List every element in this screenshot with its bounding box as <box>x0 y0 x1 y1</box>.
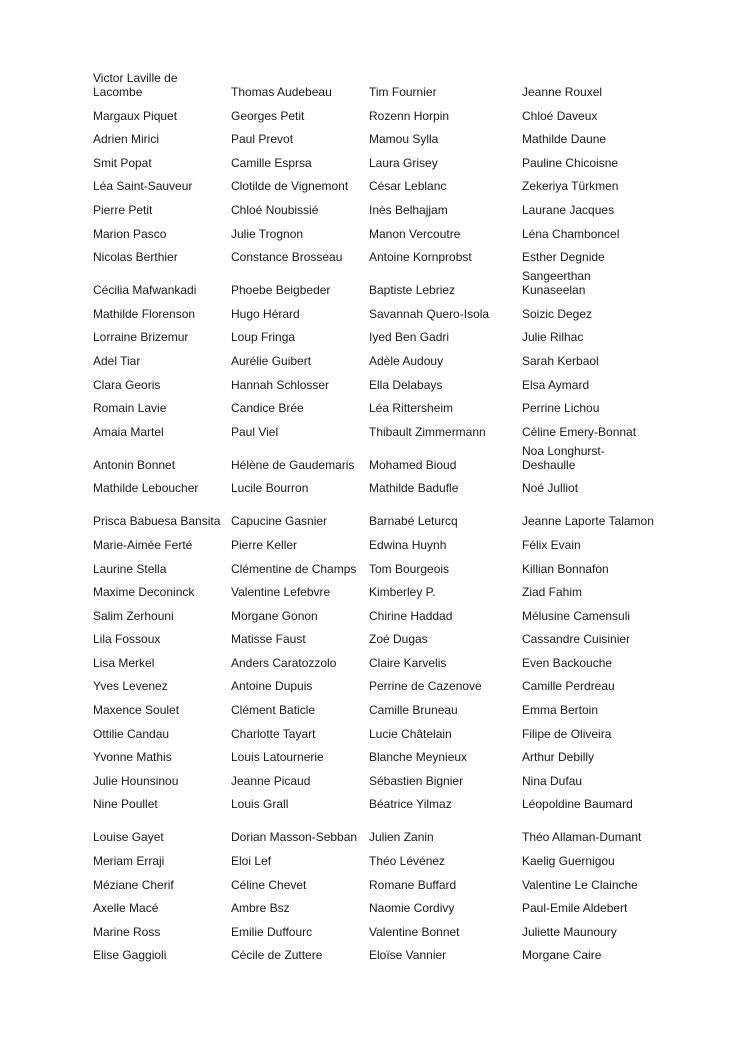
name-cell: Théo Lévénez <box>369 854 446 869</box>
name-cell: Romain Lavie <box>93 401 167 416</box>
name-cell: Capucine Gasnier <box>231 514 328 529</box>
name-cell: Jeanne Picaud <box>231 773 311 788</box>
name-cell: Valentine Le Clainche <box>522 877 638 892</box>
name-cell: Kimberley P. <box>369 585 436 600</box>
table-row <box>88 764 657 788</box>
names-table <box>88 66 657 962</box>
name-cell: Pauline Chicoisne <box>522 155 619 170</box>
table-row <box>88 392 657 416</box>
table-row <box>88 415 657 439</box>
table-row <box>88 528 657 552</box>
table-row <box>88 297 657 321</box>
name-cell: Clémentine de Champs <box>231 561 357 576</box>
name-cell: Mathilde Florenson <box>93 306 196 321</box>
table-row <box>88 868 657 892</box>
table-row <box>88 146 657 170</box>
name-cell: Antonin Bonnet <box>93 457 176 472</box>
name-cell: Lorraine Brizemur <box>93 330 189 345</box>
name-cell: Laura Grisey <box>369 155 438 170</box>
name-cell: Romane Buffard <box>369 877 457 892</box>
table-row <box>88 217 657 241</box>
name-cell: Sébastien Bignier <box>369 773 464 788</box>
name-cell: Iyed Ben Gadri <box>369 330 450 345</box>
name-cell: Naomie Cordivy <box>369 901 455 916</box>
name-cell: Louis Grall <box>231 797 289 812</box>
name-cell: Ella Delabays <box>369 377 443 392</box>
table-row <box>88 193 657 217</box>
name-cell: Nicolas Berthier <box>93 250 178 265</box>
name-cell: Even Backouche <box>522 655 613 670</box>
name-cell: Savannah Quero-Isola <box>369 306 490 321</box>
name-cell: Aurélie Guibert <box>231 353 312 368</box>
name-cell: Camille Perdreau <box>522 679 615 694</box>
table-row <box>88 939 657 963</box>
name-cell: Prisca Babuesa Bansita <box>93 514 221 529</box>
table-row <box>88 321 657 345</box>
name-cell: Chirine Haddad <box>369 608 453 623</box>
name-cell: Lila Fossoux <box>93 632 161 647</box>
name-cell: Clara Georis <box>93 377 161 392</box>
name-cell: Laurane Jacques <box>522 202 615 217</box>
name-cell: Mathilde Leboucher <box>93 481 199 496</box>
name-cell: Mélusine Camensuli <box>522 608 631 623</box>
name-cell: Margaux Piquet <box>93 108 178 123</box>
name-cell: César Leblanc <box>369 179 447 194</box>
names-table-body <box>88 66 657 962</box>
name-cell: Thomas Audebeau <box>231 85 332 99</box>
name-cell: Tim Fournier <box>369 85 437 99</box>
name-cell: Lisa Merkel <box>93 655 155 670</box>
name-cell: Cécilia Mafwankadi <box>93 283 197 298</box>
name-cell: Yvonne Mathis <box>93 750 172 765</box>
name-cell: Amaia Martel <box>93 424 164 439</box>
name-cell: Emilie Duffourc <box>231 924 313 939</box>
table-row <box>88 368 657 392</box>
table-row <box>88 811 657 844</box>
name-cell: Lucie Châtelain <box>369 726 452 741</box>
name-cell: Pierre Petit <box>93 202 153 217</box>
name-cell: Edwina Huynh <box>369 537 447 552</box>
name-cell: Loup Fringa <box>231 330 296 345</box>
table-row <box>88 844 657 868</box>
name-cell: Morgane Gonon <box>231 608 318 623</box>
table-row <box>88 552 657 576</box>
table-row <box>88 123 657 147</box>
name-cell: Camille Esprsa <box>231 155 312 170</box>
name-cell: Candice Brée <box>231 401 304 416</box>
table-row <box>88 788 657 812</box>
name-cell: Sangeerthan Kunaseelan <box>522 269 591 298</box>
name-cell: Adèle Audouy <box>369 353 444 368</box>
name-cell: Arthur Debilly <box>522 750 595 765</box>
name-cell: Julie Trognon <box>231 226 304 241</box>
name-cell: Matisse Faust <box>231 632 306 647</box>
name-cell: Ziad Fahim <box>522 585 583 600</box>
name-cell: Axelle Macé <box>93 901 159 916</box>
table-row <box>88 892 657 916</box>
table-row <box>88 66 657 99</box>
table-row <box>88 670 657 694</box>
name-cell: Paul Viel <box>231 424 279 439</box>
name-cell: Léa Saint-Sauveur <box>93 179 193 194</box>
table-row <box>88 439 657 472</box>
name-cell: Perrine Lichou <box>522 401 600 416</box>
name-cell: Lucile Bourron <box>231 481 309 496</box>
name-cell: Léa Rittersheim <box>369 401 454 416</box>
name-cell: Inès Belhajjam <box>369 202 448 217</box>
name-cell: Céline Emery-Bonnat <box>522 424 637 439</box>
name-cell: Chloé Noubissié <box>231 202 319 217</box>
name-cell: Barnabé Leturcq <box>369 514 458 529</box>
table-row <box>88 99 657 123</box>
name-cell: Ottilie Candau <box>93 726 170 741</box>
name-cell: Dorian Masson-Sebban <box>231 830 358 845</box>
name-cell: Victor Laville de Lacombe <box>93 71 178 99</box>
name-cell: Charlotte Tayart <box>231 726 316 741</box>
name-cell: Antoine Kornprobst <box>369 250 472 265</box>
name-cell: Ambre Bsz <box>231 901 290 916</box>
name-cell: Clément Baticle <box>231 703 316 718</box>
name-cell: Yves Levenez <box>93 679 168 694</box>
name-cell: Mathilde Daune <box>522 132 607 147</box>
table-row <box>88 717 657 741</box>
name-cell: Esther Degnide <box>522 250 605 265</box>
name-cell: Marion Pasco <box>93 226 167 241</box>
name-cell: Paul Prevot <box>231 132 294 147</box>
name-cell: Soizic Degez <box>522 306 593 321</box>
name-cell: Adrien Mirici <box>93 132 160 147</box>
name-cell: Louis Latournerie <box>231 750 324 765</box>
name-cell: Mamou Sylla <box>369 132 439 147</box>
name-cell: Nina Dufau <box>522 773 583 788</box>
name-cell: Phoebe Beigbeder <box>231 283 331 298</box>
name-cell: Jeanne Rouxel <box>522 85 603 99</box>
name-cell: Théo Allaman-Dumant <box>522 830 642 845</box>
name-cell: Chloé Daveux <box>522 108 598 123</box>
table-row <box>88 623 657 647</box>
name-cell: Léopoldine Baumard <box>522 797 633 812</box>
table-row <box>88 646 657 670</box>
name-cell: Baptiste Lebriez <box>369 283 456 298</box>
name-cell: Sarah Kerbaol <box>522 353 599 368</box>
name-cell: Juliette Maunoury <box>522 924 617 939</box>
name-cell: Filipe de Oliveira <box>522 726 612 741</box>
name-cell: Rozenn Horpin <box>369 108 450 123</box>
name-cell: Perrine de Cazenove <box>369 679 482 694</box>
table-row <box>88 241 657 265</box>
name-cell: Laurine Stella <box>93 561 167 576</box>
name-cell: Julie Hounsinou <box>93 773 179 788</box>
name-cell: Camille Bruneau <box>369 703 458 718</box>
name-cell: Noé Julliot <box>522 481 579 496</box>
name-cell: Nine Poullet <box>93 797 158 812</box>
name-cell: Mohamed Bioud <box>369 457 457 472</box>
name-cell: Julien Zanin <box>369 830 434 845</box>
name-cell: Emma Bertoin <box>522 703 599 718</box>
table-row <box>88 170 657 194</box>
name-cell: Blanche Meynieux <box>369 750 468 765</box>
name-cell: Valentine Bonnet <box>369 924 460 939</box>
name-cell: Hélène de Gaudemaris <box>231 457 355 472</box>
name-cell: Cassandre Cuisinier <box>522 632 631 647</box>
name-cell: Louise Gayet <box>93 830 164 845</box>
name-cell: Killian Bonnafon <box>522 561 609 576</box>
table-row <box>88 576 657 600</box>
name-cell: Hannah Schlosser <box>231 377 330 392</box>
name-cell: Maxime Deconinck <box>93 585 195 600</box>
name-cell: Paul-Emile Aldebert <box>522 901 628 916</box>
name-cell: Antoine Dupuis <box>231 679 313 694</box>
name-cell: Manon Vercoutre <box>369 226 461 241</box>
table-row <box>88 741 657 765</box>
name-cell: Céline Chevet <box>231 877 307 892</box>
name-cell: Marie-Aimée Ferté <box>93 537 193 552</box>
name-cell: Valentine Lefebvre <box>231 585 331 600</box>
name-cell: Mathilde Badufle <box>369 481 459 496</box>
name-cell: Smit Popat <box>93 155 152 170</box>
name-cell: Clotilde de Vignemont <box>231 179 349 194</box>
name-cell: Béatrice Yilmaz <box>369 797 452 812</box>
table-row <box>88 495 657 528</box>
table-row <box>88 264 657 297</box>
name-cell: Zoé Dugas <box>369 632 428 647</box>
name-cell: Georges Petit <box>231 108 305 123</box>
table-row <box>88 693 657 717</box>
name-cell: Morgane Caire <box>522 948 602 963</box>
name-cell: Hugo Hérard <box>231 306 300 321</box>
table-row <box>88 599 657 623</box>
name-cell: Constance Brosseau <box>231 250 343 265</box>
name-cell: Eloi Lef <box>231 854 272 869</box>
name-cell: Noa Longhurst-Deshaulle <box>522 443 605 472</box>
name-cell: Meriam Erraji <box>93 854 165 869</box>
name-cell: Thibault Zimmermann <box>369 424 486 439</box>
name-cell: Maxence Soulet <box>93 703 180 718</box>
name-cell: Eloïse Vannier <box>369 948 447 963</box>
name-cell: Salim Zerhouni <box>93 608 174 623</box>
name-cell: Adel Tiar <box>93 353 141 368</box>
name-cell: Elsa Aymard <box>522 377 590 392</box>
name-cell: Cécile de Zuttere <box>231 948 323 963</box>
name-cell: Tom Bourgeois <box>369 561 450 576</box>
name-cell: Kaelig Guernigou <box>522 854 615 869</box>
name-cell: Claire Karvelis <box>369 655 447 670</box>
name-cell: Jeanne Laporte Talamon <box>522 514 654 529</box>
name-cell: Julie Rilhac <box>522 330 584 345</box>
name-cell: Zekeriya Türkmen <box>522 179 619 194</box>
table-row <box>88 344 657 368</box>
name-cell: Elise Gaggioli <box>93 948 167 963</box>
name-cell: Félix Evain <box>522 537 581 552</box>
name-cell: Pierre Keller <box>231 537 298 552</box>
name-cell: Méziane Cherif <box>93 877 174 892</box>
table-row <box>88 915 657 939</box>
name-cell: Anders Caratozzolo <box>231 655 337 670</box>
name-cell: Léna Chamboncel <box>522 226 620 241</box>
table-row <box>88 472 657 496</box>
name-cell: Marine Ross <box>93 924 161 939</box>
